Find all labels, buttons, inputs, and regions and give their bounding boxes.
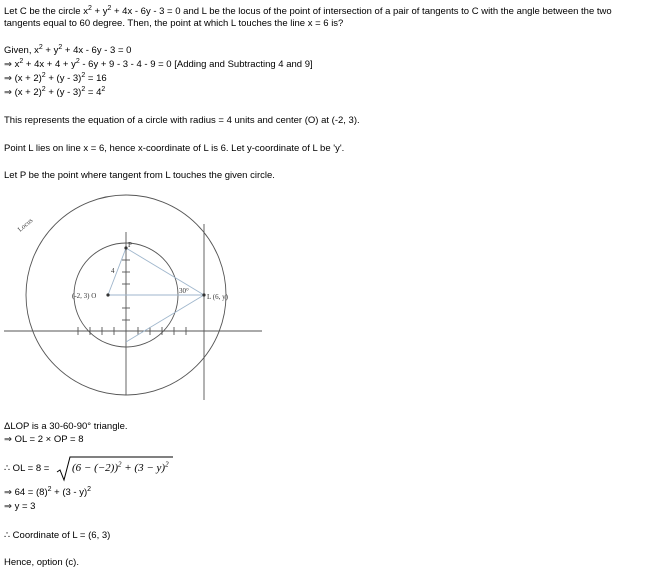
step-4: ⇒ $64 = (8)^2 + (3 - y)^2$	[4, 485, 92, 498]
step-2: ⇒ $(x + 2)^2 + (y - 3)^2 = 16$	[4, 71, 107, 84]
question-text: Let C be the circle $x^2 + y^2 + 4x - 6y - 3 = 0$ and L be the locus of the point of intersection of a pair of tangents to C with the angle between the two tangents equal to 60 degree. Then, the point at which L touches the line x = 6 is?	[4, 4, 612, 29]
point-l-description: Point L lies on line x = 6, hence x-coordinate of L is 6. Let y-coordinate of L be 'y'.	[4, 143, 345, 154]
step-3: ⇒ $(x + 2)^2 + (y - 3)^2 = 4^2$	[4, 85, 106, 98]
center-label: (-2, 3) O	[72, 292, 97, 300]
answer-text: Hence, option (c).	[4, 557, 79, 568]
l-label: L (6, y)	[207, 293, 228, 301]
circle-description: This represents the equation of a circle with radius = 4 units and center (O) at (-2, 3).	[4, 115, 360, 126]
tangent-l-lower	[126, 295, 204, 342]
given-equation: Given, $x^2 + y^2 + 4x - 6y - 3 = 0$	[4, 43, 132, 56]
step-5: ⇒ y = 3	[4, 501, 36, 512]
p-label: P	[128, 241, 132, 249]
angle-label: 30°	[179, 287, 189, 295]
point-p-description: Let P be the point where tangent from L touches the given circle.	[4, 170, 275, 181]
coordinate-result: ∴ Coordinate of L = (6, 3)	[4, 530, 111, 541]
locus-label: Locus	[16, 216, 35, 234]
point-o	[106, 293, 109, 296]
triangle-statement: ΔLOP is a 30-60-90° triangle.	[4, 421, 128, 432]
ol-statement: ⇒ OL = 2 × OP = 8	[4, 434, 84, 445]
point-l	[202, 293, 205, 296]
tangent-lp	[126, 248, 204, 295]
radius-label: 4	[111, 267, 115, 275]
geometry-figure	[4, 190, 266, 402]
step-1: ⇒ $x^2 + 4x + 4 + y^2 - 6y + 9 - 3 - 4 - 9 = 0$ [Adding and Subtracting 4 and 9]	[4, 57, 313, 70]
